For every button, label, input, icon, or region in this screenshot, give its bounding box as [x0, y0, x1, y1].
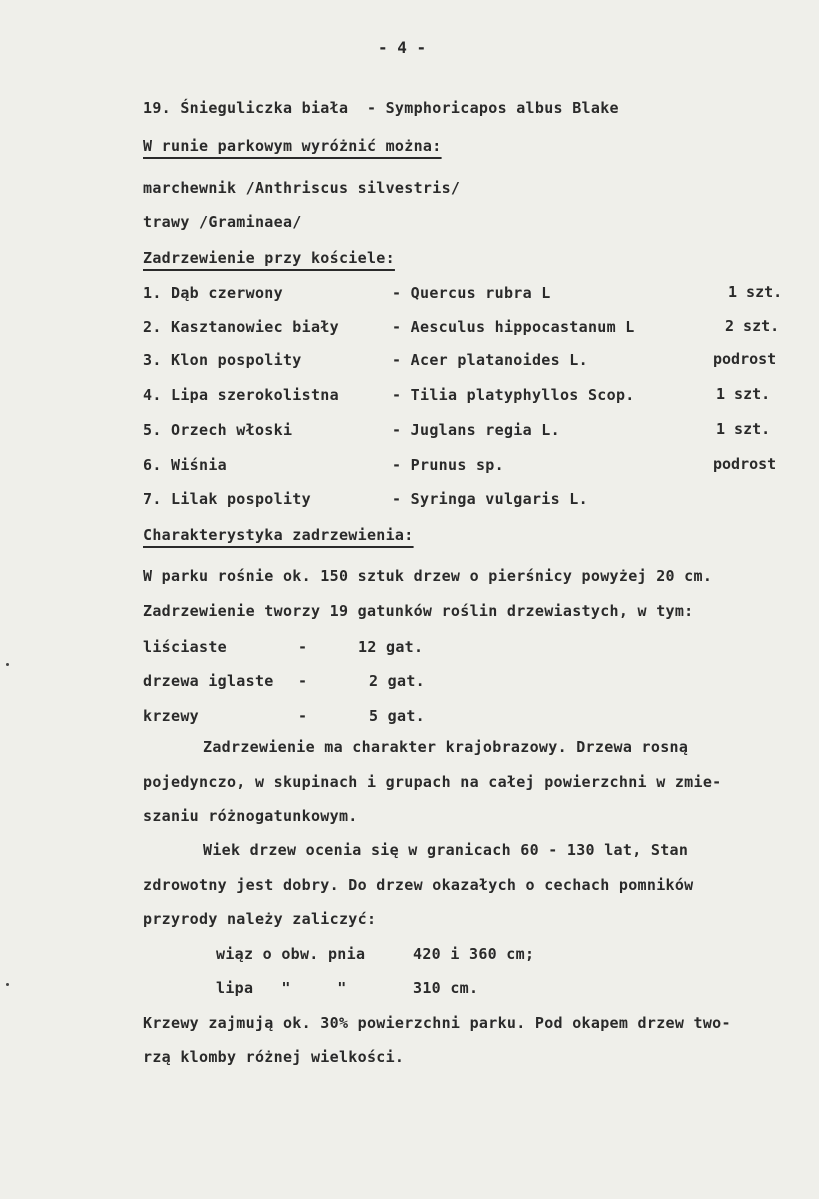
- tree-latin: - Acer platanoides L.: [392, 351, 588, 369]
- characteristics-heading: Charakterystyka zadrzewienia:: [143, 526, 414, 544]
- paragraph-line: zdrowotny jest dobry. Do drzew okazałych o cechach pomników: [143, 876, 694, 894]
- species-value: 12 gat.: [358, 638, 424, 656]
- paragraph-line: pojedynczo, w skupinach i grupach na całej powierzchni w zmie-: [143, 773, 722, 791]
- monument-label: lipa " ": [216, 979, 347, 997]
- tree-count: 1 szt.: [728, 283, 783, 301]
- paragraph-line: rzą klomby różnej wielkości.: [143, 1048, 405, 1066]
- margin-mark: [6, 663, 9, 666]
- tree-latin: - Juglans regia L.: [392, 421, 560, 439]
- church-heading: Zadrzewienie przy kościele:: [143, 249, 395, 267]
- tree-name: 6. Wiśnia: [143, 456, 227, 474]
- list-item: [0, 944, 819, 964]
- tree-latin: - Quercus rubra L: [392, 284, 551, 302]
- tree-count: 2 szt.: [725, 317, 780, 335]
- undergrowth-item: marchewnik /Anthriscus silvestris/: [143, 179, 461, 197]
- undergrowth-item: trawy /Graminaea/: [143, 213, 302, 231]
- tree-name: 2. Kasztanowiec biały: [143, 318, 339, 336]
- tree-count: 1 szt.: [716, 420, 771, 438]
- tree-latin: - Prunus sp.: [392, 456, 504, 474]
- paragraph-line: Krzewy zajmują ok. 30% powierzchni parku. Pod okapem drzew two-: [143, 1014, 731, 1032]
- list-item: [0, 385, 819, 405]
- species-label: krzewy: [143, 707, 199, 725]
- list-item: [0, 637, 819, 657]
- monument-value: 420 i 360 cm;: [413, 945, 535, 963]
- species-label: liściaste: [143, 638, 227, 656]
- paragraph-line: W parku rośnie ok. 150 sztuk drzew o pierśnicy powyżej 20 cm.: [143, 567, 713, 585]
- tree-count: podrost: [713, 350, 777, 368]
- tree-name: 7. Lilak pospolity: [143, 490, 311, 508]
- list-item: [0, 283, 819, 303]
- species-label: drzewa iglaste: [143, 672, 274, 690]
- monument-value: 310 cm.: [413, 979, 479, 997]
- paragraph-line: Wiek drzew ocenia się w granicach 60 - 130 lat, Stan: [203, 841, 689, 859]
- species-dash: -: [298, 638, 308, 656]
- species-dash: -: [298, 707, 308, 725]
- tree-latin: - Aesculus hippocastanum L: [392, 318, 635, 336]
- paragraph-line: szaniu różnogatunkowym.: [143, 807, 358, 825]
- tree-name: 1. Dąb czerwony: [143, 284, 283, 302]
- tree-latin: - Tilia platyphyllos Scop.: [392, 386, 635, 404]
- list-item: [0, 455, 819, 475]
- list-item: [0, 706, 819, 726]
- list-item: [0, 978, 819, 998]
- species-dash: -: [298, 672, 308, 690]
- species-value: 5 gat.: [369, 707, 425, 725]
- monument-label: wiąz o obw. pnia: [216, 945, 366, 963]
- tree-name: 5. Orzech włoski: [143, 421, 293, 439]
- paragraph-line: przyrody należy zaliczyć:: [143, 910, 377, 928]
- header-line: 19. Śnieguliczka biała - Symphoricapos albus Blake: [143, 99, 619, 117]
- paragraph-line: Zadrzewienie tworzy 19 gatunków roślin drzewiastych, w tym:: [143, 602, 694, 620]
- tree-latin: - Syringa vulgaris L.: [392, 490, 588, 508]
- list-item: [0, 420, 819, 440]
- tree-count: podrost: [713, 455, 777, 473]
- paragraph-line: Zadrzewienie ma charakter krajobrazowy. Drzewa rosną: [203, 738, 689, 756]
- list-item: [0, 671, 819, 691]
- list-item: [0, 489, 819, 509]
- tree-name: 3. Klon pospolity: [143, 351, 302, 369]
- species-value: 2 gat.: [369, 672, 425, 690]
- undergrowth-heading: W runie parkowym wyróżnić można:: [143, 137, 442, 155]
- tree-count: 1 szt.: [716, 385, 771, 403]
- page-number: - 4 -: [378, 38, 427, 57]
- list-item: [0, 317, 819, 337]
- list-item: [0, 350, 819, 370]
- tree-name: 4. Lipa szerokolistna: [143, 386, 339, 404]
- margin-mark: [6, 983, 9, 986]
